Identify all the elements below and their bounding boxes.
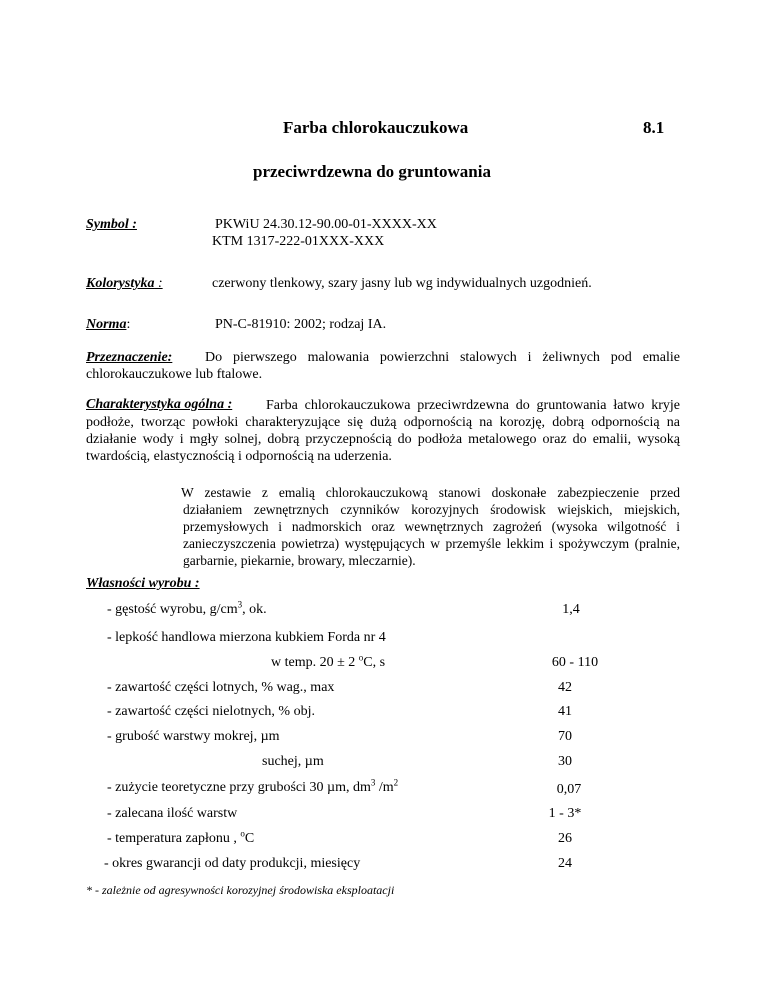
warranty-value: 24 bbox=[558, 856, 572, 871]
viscosity-temp-b: C, s bbox=[363, 655, 386, 670]
volatile-value: 42 bbox=[558, 680, 572, 695]
usage-value: 0,07 bbox=[556, 782, 582, 797]
flash-tail: C bbox=[244, 831, 255, 846]
viscosity-value: 60 - 110 bbox=[551, 655, 599, 670]
norma-colon: : bbox=[126, 317, 131, 332]
norma-label-group bbox=[86, 317, 130, 333]
kolorystyka-label: Kolorystyka bbox=[86, 276, 155, 291]
kolorystyka-value: czerwony tlenkowy, szary jasny lub wg indywidualnych uzgodnień. bbox=[212, 276, 592, 291]
charakterystyka-para2: W zestawie z emalią chlorokauczukową stanowi doskonałe zabezpieczenie przed działaniem zewnętrznych czynników korozyjnych środowisk wiejskich, miejskich, przemysłowych i nadmorskich oraz wewnętrznych zagrożeń (wysoka wilgotność i zanieczyszczenia powietrza) występujących w przemyśle lekkim i spożywczym (pralnie, garbarnie, piekarnie, browary, mleczarnie). bbox=[181, 485, 680, 568]
przeznaczenie-value: Do pierwszego malowania powierzchni stalowych i żeliwnych pod emalie chlorokauczukowe lub ftalowe. bbox=[86, 350, 681, 382]
layers-value: 1 - 3* bbox=[548, 806, 582, 821]
nonvolatile-label: - zawartość części nielotnych, % obj. bbox=[107, 704, 315, 719]
charakterystyka-label: Charakterystyka ogólna : bbox=[86, 397, 233, 412]
nonvolatile-value: 41 bbox=[558, 704, 572, 719]
norma-value: PN-C-81910: 2002; rodzaj IA. bbox=[215, 317, 387, 332]
kolorystyka-colon: : bbox=[154, 276, 163, 291]
usage-sup1: 3 bbox=[370, 777, 376, 788]
density-tail: , ok. bbox=[242, 602, 267, 617]
viscosity-label: - lepkość handlowa mierzona kubkiem Forda nr 4 bbox=[107, 630, 386, 645]
przeznaczenie-block bbox=[86, 349, 680, 383]
density-value: 1,4 bbox=[562, 602, 580, 617]
volatile-label: - zawartość części lotnych, % wag., max bbox=[107, 680, 335, 695]
wet-label: - grubość warstwy mokrej, µm bbox=[107, 729, 280, 744]
flash-sup: o bbox=[240, 828, 245, 839]
charakterystyka-para1: Farba chlorokauczukowa przeciwrdzewna do gruntowania łatwo kryje podłoże, tworząc powłoki charakteryzujące się dużą odpornością na korozję, dobrą odpornością na działanie wody i mgły solnej, dobrą przyczepnością do podłoża metalowego oraz do emalii, wysoką twardością, elastycznością i odpornością na uderzenia. bbox=[86, 398, 680, 464]
density-label bbox=[107, 599, 267, 618]
viscosity-temp-a: w temp. 20 ± 2 bbox=[271, 655, 359, 670]
document-title: Farba chlorokauczukowa bbox=[283, 118, 469, 137]
usage-label-text: - zużycie teoretyczne przy grubości 30 µm, dm bbox=[107, 780, 371, 795]
flash-label bbox=[107, 828, 255, 847]
document-subtitle: przeciwrdzewna do gruntowania bbox=[253, 162, 491, 181]
przeznaczenie-label: Przeznaczenie: bbox=[86, 350, 173, 365]
wet-value: 70 bbox=[558, 729, 572, 744]
usage-sup2: 2 bbox=[393, 777, 399, 788]
flash-value: 26 bbox=[558, 831, 572, 846]
symbol-ktm: KTM 1317-222-01XXX-XXX bbox=[212, 234, 385, 249]
density-label-text: - gęstość wyrobu, g/cm bbox=[107, 602, 238, 617]
kolorystyka-label-group bbox=[86, 276, 163, 292]
layers-label: - zalecana ilość warstw bbox=[107, 806, 238, 821]
norma-label: Norma bbox=[86, 317, 127, 332]
usage-mid: /m bbox=[375, 780, 394, 795]
viscosity-temp bbox=[271, 652, 386, 671]
flash-label-text: - temperatura zapłonu , bbox=[107, 831, 241, 846]
symbol-label: Symbol : bbox=[86, 217, 137, 232]
footnote: * - zależnie od agresywności korozyjnej środowiska eksploatacji bbox=[86, 883, 395, 897]
dry-label: suchej, µm bbox=[262, 754, 324, 769]
dry-value: 30 bbox=[558, 754, 572, 769]
wlasnosci-label: Własności wyrobu : bbox=[86, 576, 200, 591]
symbol-pkwiu: PKWiU 24.30.12-90.00-01-XXXX-XX bbox=[215, 217, 437, 232]
viscosity-temp-sup: o bbox=[358, 652, 364, 663]
usage-label bbox=[107, 777, 399, 796]
section-number: 8.1 bbox=[643, 118, 665, 137]
warranty-label: - okres gwarancji od daty produkcji, miesięcy bbox=[104, 856, 361, 871]
density-sup: 3 bbox=[237, 599, 243, 610]
